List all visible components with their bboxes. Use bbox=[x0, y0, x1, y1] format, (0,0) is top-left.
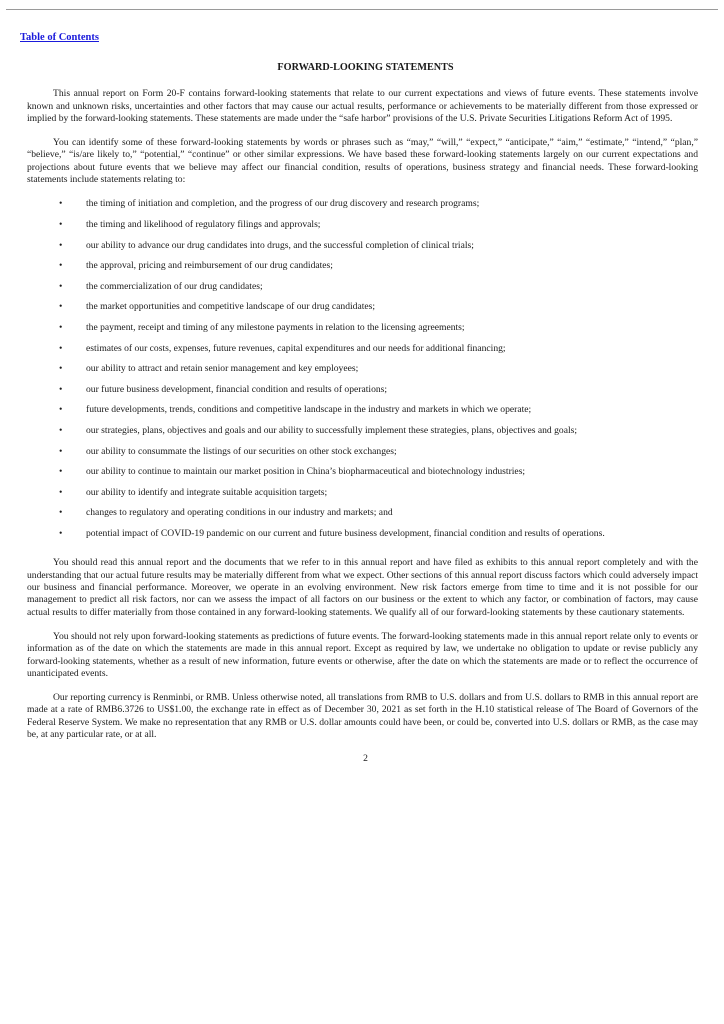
bullet-icon: • bbox=[59, 466, 63, 478]
list-item-text: changes to regulatory and operating conditions in our industry and markets; and bbox=[86, 507, 393, 519]
section-heading: FORWARD-LOOKING STATEMENTS bbox=[277, 62, 454, 73]
list-item-text: our strategies, plans, objectives and goals and our ability to successfully implement these strategies, plans, objectives and goals; bbox=[86, 424, 578, 436]
list-item-text: our ability to identify and integrate suitable acquisition targets; bbox=[86, 486, 328, 498]
bullet-icon: • bbox=[59, 321, 63, 333]
list-item-text: potential impact of COVID-19 pandemic on our current and future business development, financial condition and results of operations. bbox=[86, 527, 605, 539]
list-item bbox=[27, 219, 698, 240]
list-item bbox=[27, 198, 698, 219]
list-item bbox=[27, 425, 698, 446]
paragraph-currency: Our reporting currency is Renminbi, or RMB. Unless otherwise noted, all translations from RMB to U.S. dollars and from U.S. dollars to RMB in this annual report are made at a rate of RMB6.3726 to US$1.00, the exchange rate in effect as of December 30, 2021 as set forth in the H.10 statistical release of The Board of Governors of the Federal Reserve System. We make no representation that any RMB or U.S. dollar amounts could have been, or could be, converted into U.S. dollars or RMB, as the case may be, at any particular rate, or at all. bbox=[27, 692, 698, 741]
paragraph-identify: You can identify some of these forward-looking statements by words or phrases such as “may,” “will,” “expect,” “anticipate,” “aim,” “estimate,” “intend,” “plan,” “believe,” “is/are likely to,” “potential,” “continue” or other similar expressions. We have based these forward-looking statements largely on our current expectations and projections about future events that we believe may affect our financial condition, results of operations, business strategy and financial needs. These forward-looking statements include statements relating to: bbox=[27, 137, 698, 186]
list-item-text: the commercialization of our drug candidates; bbox=[86, 280, 263, 292]
paragraph-read-report: You should read this annual report and the documents that we refer to in this annual report and have filed as exhibits to this annual report completely and with the understanding that our actual future results may be materially different from what we expect. Other sections of this annual report discuss factors which could adversely impact our business and financial performance. Moreover, we operate in an evolving environment. New risk factors emerge from time to time and it is not possible for our management to predict all risk factors, nor can we assess the impact of all factors on our business or the extent to which any factor, or combination of factors, may cause actual results to differ materially from those contained in any forward-looking statements. We qualify all of our forward-looking statements by these cautionary statements. bbox=[27, 557, 698, 618]
table-of-contents-link[interactable]: Table of Contents bbox=[20, 32, 99, 43]
list-item-text: our ability to advance our drug candidates into drugs, and the successful completion of clinical trials; bbox=[86, 239, 474, 251]
list-item bbox=[27, 528, 698, 549]
list-item bbox=[27, 281, 698, 302]
list-item-text: the approval, pricing and reimbursement of our drug candidates; bbox=[86, 260, 333, 272]
list-item bbox=[27, 507, 698, 528]
bullet-icon: • bbox=[59, 260, 63, 272]
list-item bbox=[27, 404, 698, 425]
list-item bbox=[27, 384, 698, 405]
bullet-icon: • bbox=[59, 486, 63, 498]
bullet-icon: • bbox=[59, 239, 63, 251]
document-body bbox=[27, 62, 698, 766]
bullet-icon: • bbox=[59, 342, 63, 354]
list-item-text: our ability to attract and retain senior management and key employees; bbox=[86, 363, 359, 375]
list-item-text: our ability to continue to maintain our market position in China’s biopharmaceutical and biotechnology industries; bbox=[86, 466, 526, 478]
list-item-text: our ability to consummate the listings of our securities on other stock exchanges; bbox=[86, 445, 397, 457]
bullet-icon: • bbox=[59, 445, 63, 457]
bullet-icon: • bbox=[59, 218, 63, 230]
bullet-icon: • bbox=[59, 280, 63, 292]
list-item bbox=[27, 240, 698, 261]
paragraph-intro: This annual report on Form 20-F contains forward-looking statements that relate to our current expectations and views of future events. These statements involve known and unknown risks, uncertainties and other factors that may cause our actual results, performance or achievements to be materially different from those expressed or implied by the forward-looking statements. These statements are made under the “safe harbor” provisions of the U.S. Private Securities Litigations Reform Act of 1995. bbox=[27, 88, 698, 124]
bullet-icon: • bbox=[59, 363, 63, 375]
paragraph-not-rely: You should not rely upon forward-looking statements as predictions of future events. The forward-looking statements made in this annual report relate only to events or information as of the date on which the statements are made in this annual report. Except as required by law, we undertake no obligation to update or revise publicly any forward-looking statements, whether as a result of new information, future events or otherwise, after the date on which the statements are made or to reflect the occurrence of unanticipated events. bbox=[27, 630, 698, 679]
forward-looking-list bbox=[27, 198, 698, 548]
list-item-text: the market opportunities and competitive landscape of our drug candidates; bbox=[86, 301, 376, 313]
bullet-icon: • bbox=[59, 301, 63, 313]
bullet-icon: • bbox=[59, 527, 63, 539]
bullet-icon: • bbox=[59, 404, 63, 416]
list-item bbox=[27, 446, 698, 467]
list-item bbox=[27, 260, 698, 281]
bullet-icon: • bbox=[59, 507, 63, 519]
bullet-icon: • bbox=[59, 383, 63, 395]
page-number: 2 bbox=[363, 753, 368, 765]
list-item-text: the timing of initiation and completion, and the progress of our drug discovery and research programs; bbox=[86, 198, 480, 210]
list-item bbox=[27, 487, 698, 508]
list-item bbox=[27, 363, 698, 384]
list-item-text: our future business development, financial condition and results of operations; bbox=[86, 383, 388, 395]
list-item bbox=[27, 301, 698, 322]
bullet-icon: • bbox=[59, 424, 63, 436]
list-item-text: estimates of our costs, expenses, future revenues, capital expenditures and our needs for additional financing; bbox=[86, 342, 506, 354]
list-item bbox=[27, 322, 698, 343]
list-item-text: future developments, trends, conditions and competitive landscape in the industry and markets in which we operate; bbox=[86, 404, 532, 416]
top-divider bbox=[6, 9, 718, 10]
bullet-icon: • bbox=[59, 198, 63, 210]
list-item bbox=[27, 343, 698, 364]
list-item-text: the timing and likelihood of regulatory filings and approvals; bbox=[86, 218, 321, 230]
list-item bbox=[27, 466, 698, 487]
list-item-text: the payment, receipt and timing of any milestone payments in relation to the licensing agreements; bbox=[86, 321, 465, 333]
